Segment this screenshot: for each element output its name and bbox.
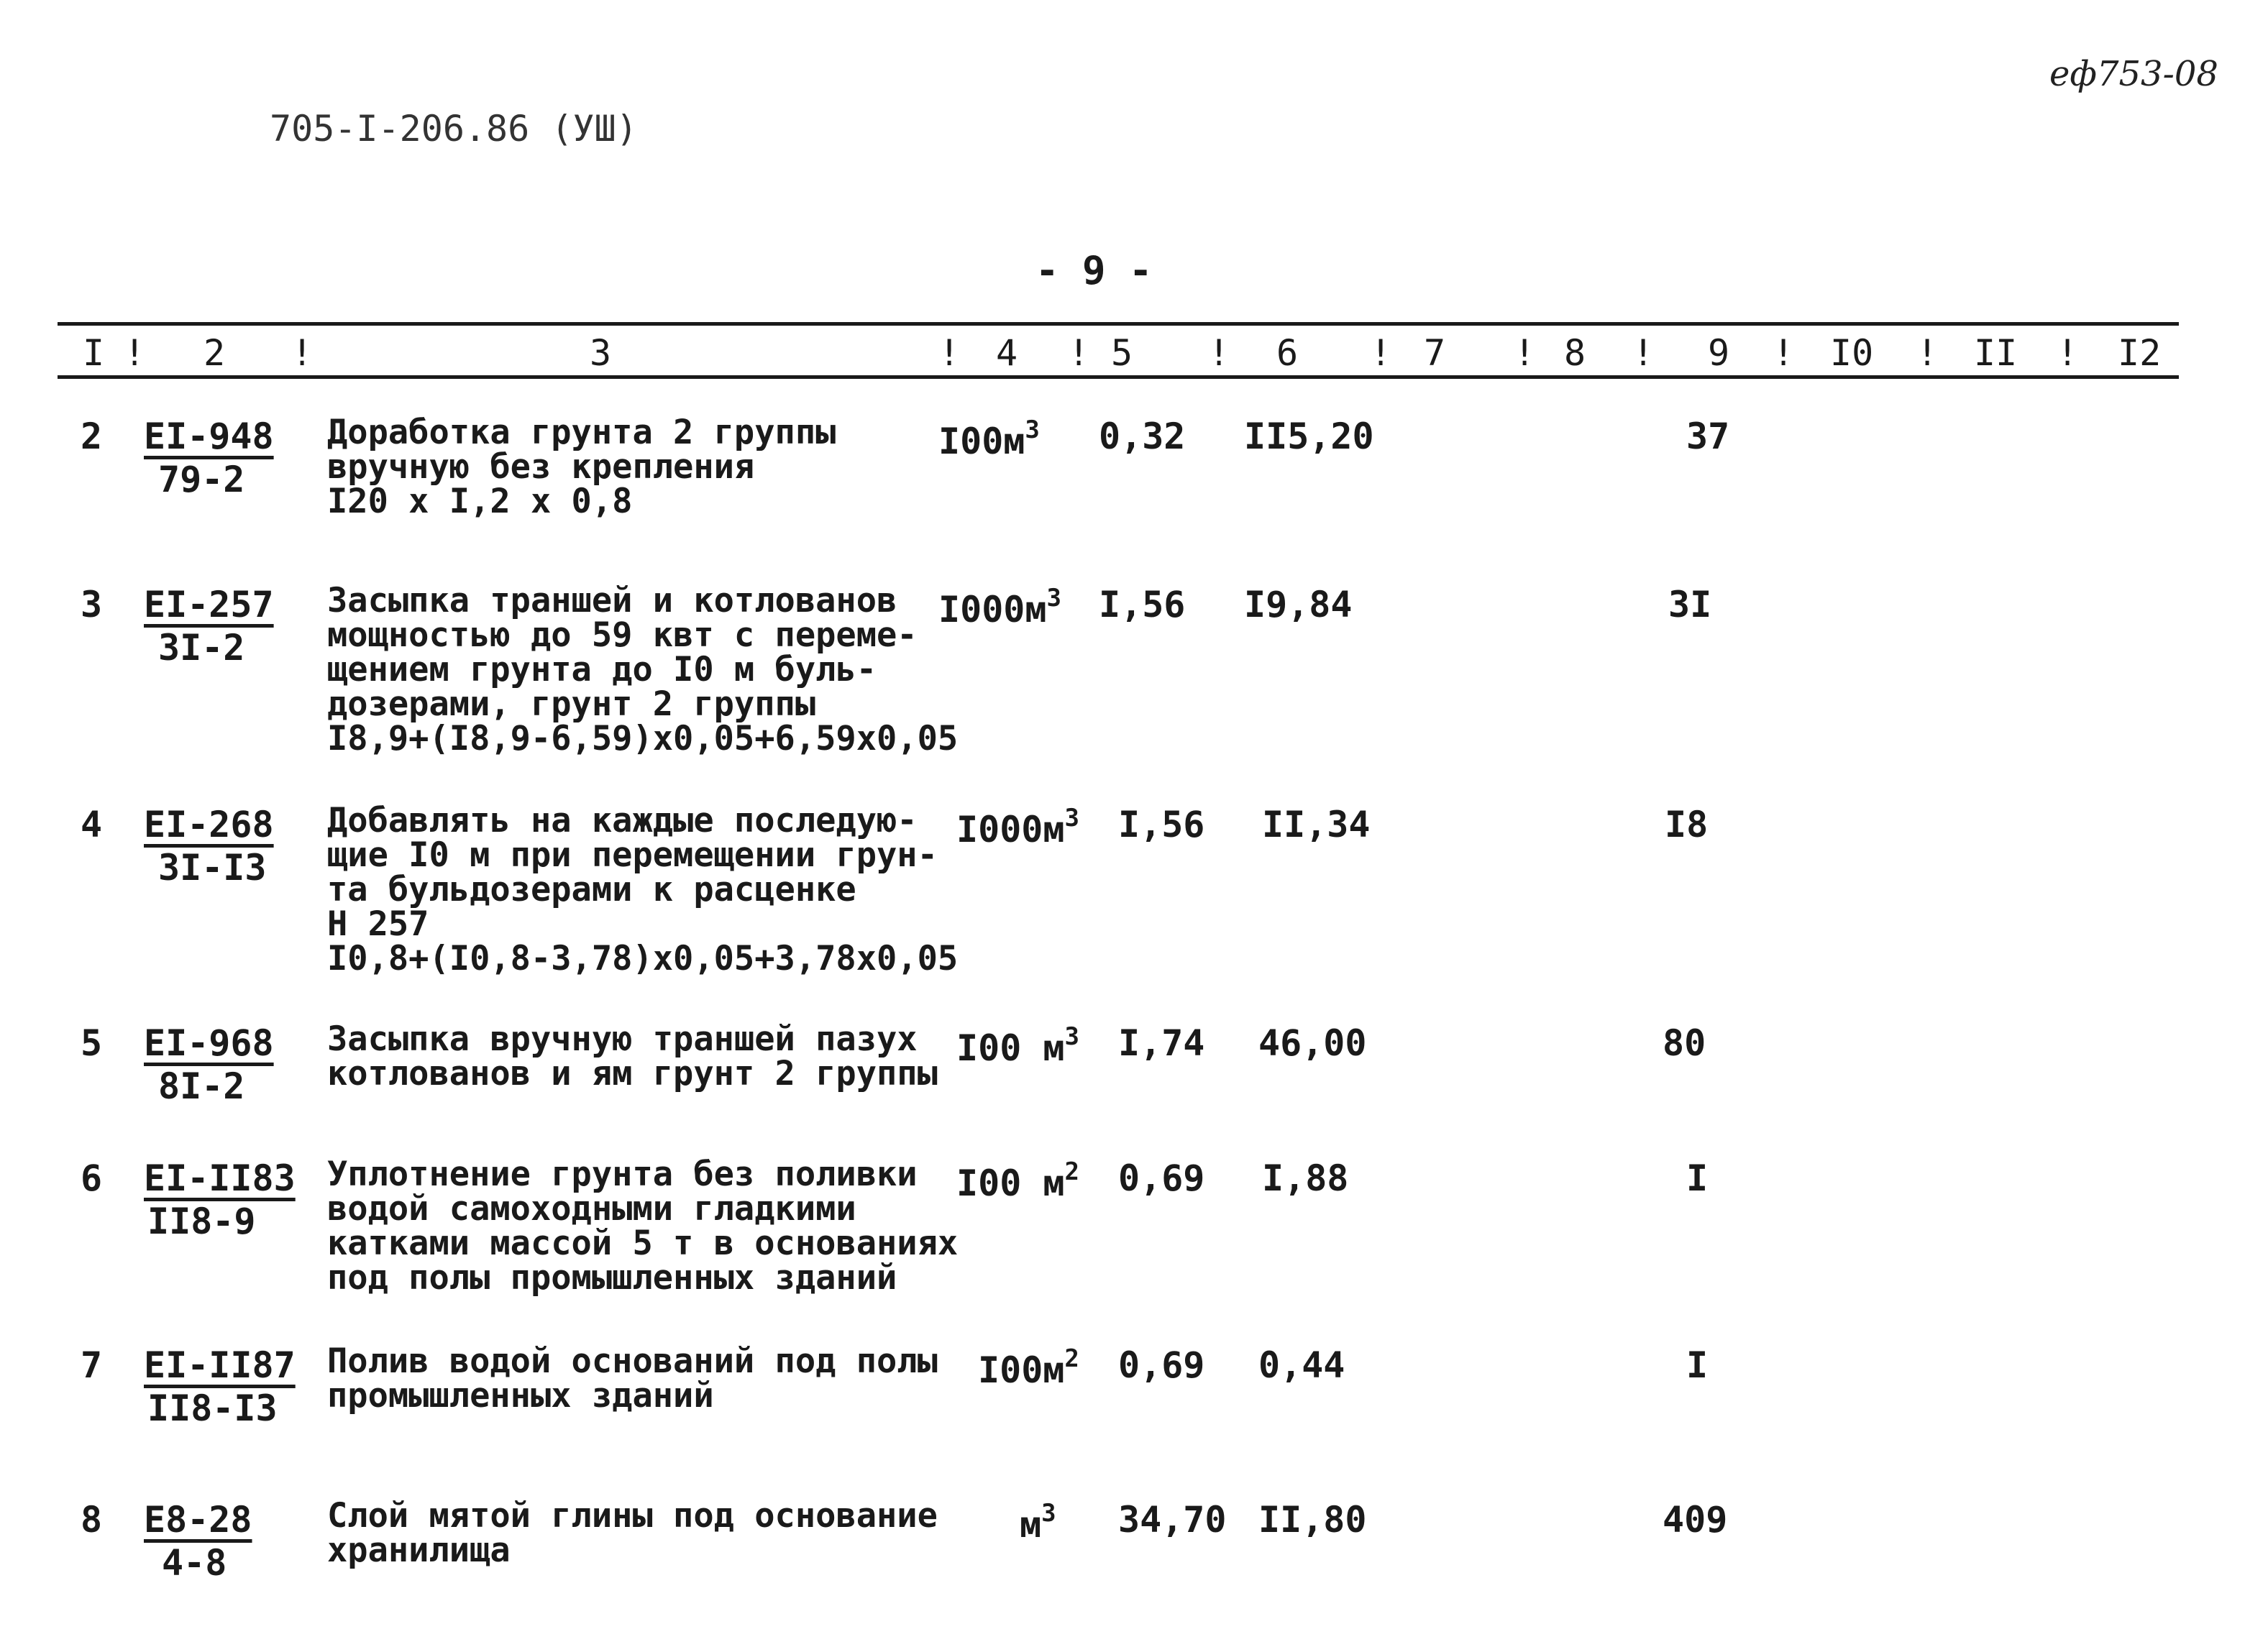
unit-exponent: 3: [1025, 416, 1040, 444]
column-separator: !: [2057, 332, 2079, 374]
description-line: Уплотнение грунта без поливки: [327, 1155, 918, 1194]
work-description: [327, 1155, 959, 1298]
description-line: мощностью до 59 квт с переме-: [327, 615, 918, 655]
column-separator: !: [1208, 332, 1230, 374]
description-line: Н 257: [327, 904, 429, 944]
quantity-value: I,56: [1118, 804, 1205, 845]
quantity-value: I,74: [1118, 1022, 1205, 1064]
rate-subcode: 3I-2: [158, 627, 245, 669]
unit-base: I000м: [938, 589, 1047, 630]
row-number: 4: [81, 804, 103, 845]
description-line: котлованов и ям грунт 2 группы: [327, 1054, 938, 1093]
rate-code: EI-II87: [144, 1344, 296, 1386]
row-number: 6: [81, 1157, 103, 1199]
description-line: под полы промышленных зданий: [327, 1258, 897, 1298]
unit-base: I00 м: [956, 1027, 1065, 1069]
column-header-3: 3: [590, 332, 612, 374]
rate-code: EI-968: [144, 1022, 274, 1064]
document-code: 705-I-206.86 (УШ): [270, 108, 638, 150]
unit: [938, 416, 1040, 462]
rate-subcode: 3I-I3: [158, 847, 267, 889]
column-separator: !: [291, 332, 314, 374]
description-line: промышленных зданий: [327, 1376, 714, 1416]
price-value: II,80: [1258, 1499, 1367, 1541]
description-line: щением грунта до I0 м буль-: [327, 650, 877, 689]
row-number: 7: [81, 1344, 103, 1386]
description-line: катками массой 5 т в основаниях: [327, 1224, 959, 1263]
price-value: 46,00: [1258, 1022, 1367, 1064]
quantity-value: 0,69: [1118, 1157, 1205, 1199]
unit-exponent: 3: [1046, 584, 1061, 613]
description-line: Засыпка траншей и котлованов: [327, 581, 897, 620]
unit-base: I00 м: [956, 1162, 1065, 1204]
description-line: Доработка грунта 2 группы: [327, 413, 836, 452]
column-separator: !: [1068, 332, 1090, 374]
price-value: I9,84: [1244, 584, 1353, 625]
column-header-12: I2: [2118, 332, 2162, 374]
row-number: 5: [81, 1022, 103, 1064]
unit: [938, 584, 1061, 630]
unit-base: м: [1020, 1504, 1042, 1546]
total-value: 80: [1663, 1022, 1706, 1064]
price-value: 0,44: [1258, 1344, 1345, 1386]
unit-exponent: 3: [1064, 804, 1079, 832]
header-top-rule: [58, 322, 2179, 326]
rate-code: EI-268: [144, 804, 274, 845]
unit: [956, 1157, 1079, 1204]
column-separator: !: [1514, 332, 1536, 374]
total-value: 409: [1663, 1499, 1728, 1541]
work-description: [327, 1496, 938, 1570]
description-line: водой самоходными гладкими: [327, 1189, 856, 1229]
column-separator: !: [1632, 332, 1655, 374]
column-separator: !: [1773, 332, 1795, 374]
description-line: Слой мятой глины под основание: [327, 1496, 938, 1536]
total-value: 37: [1686, 416, 1730, 457]
row-number: 3: [81, 584, 103, 625]
work-description: [327, 801, 959, 978]
rate-code: E8-28: [144, 1499, 252, 1541]
total-value: I: [1686, 1344, 1709, 1386]
rate-subcode: 79-2: [158, 459, 245, 500]
column-header-7: 7: [1424, 332, 1446, 374]
description-line: I20 x I,2 x 0,8: [327, 482, 633, 521]
description-line: Добавлять на каждые последую-: [327, 801, 918, 840]
column-separator: !: [1370, 332, 1392, 374]
column-header-4: 4: [996, 332, 1018, 374]
quantity-value: I,56: [1099, 584, 1186, 625]
unit: [956, 1022, 1079, 1069]
work-description: [327, 581, 959, 758]
unit-exponent: 2: [1064, 1157, 1079, 1186]
column-separator: !: [938, 332, 961, 374]
row-number: 2: [81, 416, 103, 457]
quantity-value: 34,70: [1118, 1499, 1227, 1541]
header-bottom-rule: [58, 375, 2179, 379]
description-line: Засыпка вручную траншей пазух: [327, 1019, 918, 1059]
work-description: [327, 1019, 938, 1093]
work-description: [327, 413, 836, 521]
rate-code: EI-948: [144, 416, 274, 457]
work-description: [327, 1341, 938, 1416]
rate-subcode: II8-I3: [147, 1387, 278, 1429]
rate-subcode: 8I-2: [158, 1065, 245, 1107]
handwritten-stamp: еф753-08: [2049, 54, 2218, 94]
description-line: I0,8+(I0,8-3,78)x0,05+3,78x0,05: [327, 939, 959, 978]
quantity-value: 0,69: [1118, 1344, 1205, 1386]
total-value: I: [1686, 1157, 1709, 1199]
column-header-9: 9: [1708, 332, 1730, 374]
unit-exponent: 3: [1041, 1499, 1056, 1528]
price-value: II,34: [1262, 804, 1371, 845]
description-line: вручную без крепления: [327, 447, 755, 487]
total-value: 3I: [1668, 584, 1712, 625]
description-line: та бульдозерами к расценке: [327, 870, 856, 909]
unit: [978, 1344, 1079, 1391]
price-value: II5,20: [1244, 416, 1374, 457]
description-line: щие I0 м при перемещении грун-: [327, 835, 938, 875]
rate-subcode: II8-9: [147, 1201, 256, 1242]
column-header-11: II: [1974, 332, 2018, 374]
page-number: - 9 -: [1035, 248, 1153, 293]
column-header-2: 2: [204, 332, 226, 374]
unit-base: I00м: [978, 1349, 1065, 1391]
column-separator: !: [124, 332, 146, 374]
column-header-8: 8: [1564, 332, 1586, 374]
column-separator: !: [1916, 332, 1939, 374]
price-value: I,88: [1262, 1157, 1349, 1199]
unit: [956, 804, 1079, 850]
quantity-value: 0,32: [1099, 416, 1186, 457]
column-header-1: I: [83, 332, 105, 374]
column-header-10: I0: [1830, 332, 1874, 374]
rate-code: EI-II83: [144, 1157, 296, 1199]
unit: [1020, 1499, 1056, 1546]
rate-subcode: 4-8: [162, 1542, 227, 1584]
unit-base: I00м: [938, 421, 1025, 462]
unit-exponent: 2: [1064, 1344, 1079, 1373]
unit-base: I000м: [956, 809, 1065, 850]
unit-exponent: 3: [1064, 1022, 1079, 1051]
total-value: I8: [1665, 804, 1709, 845]
column-header-5: 5: [1111, 332, 1133, 374]
description-line: Полив водой оснований под полы: [327, 1341, 938, 1381]
description-line: дозерами, грунт 2 группы: [327, 684, 816, 724]
rate-code: EI-257: [144, 584, 274, 625]
description-line: хранилища: [327, 1531, 511, 1570]
row-number: 8: [81, 1499, 103, 1541]
column-header-6: 6: [1276, 332, 1299, 374]
description-line: I8,9+(I8,9-6,59)x0,05+6,59x0,05: [327, 719, 959, 758]
